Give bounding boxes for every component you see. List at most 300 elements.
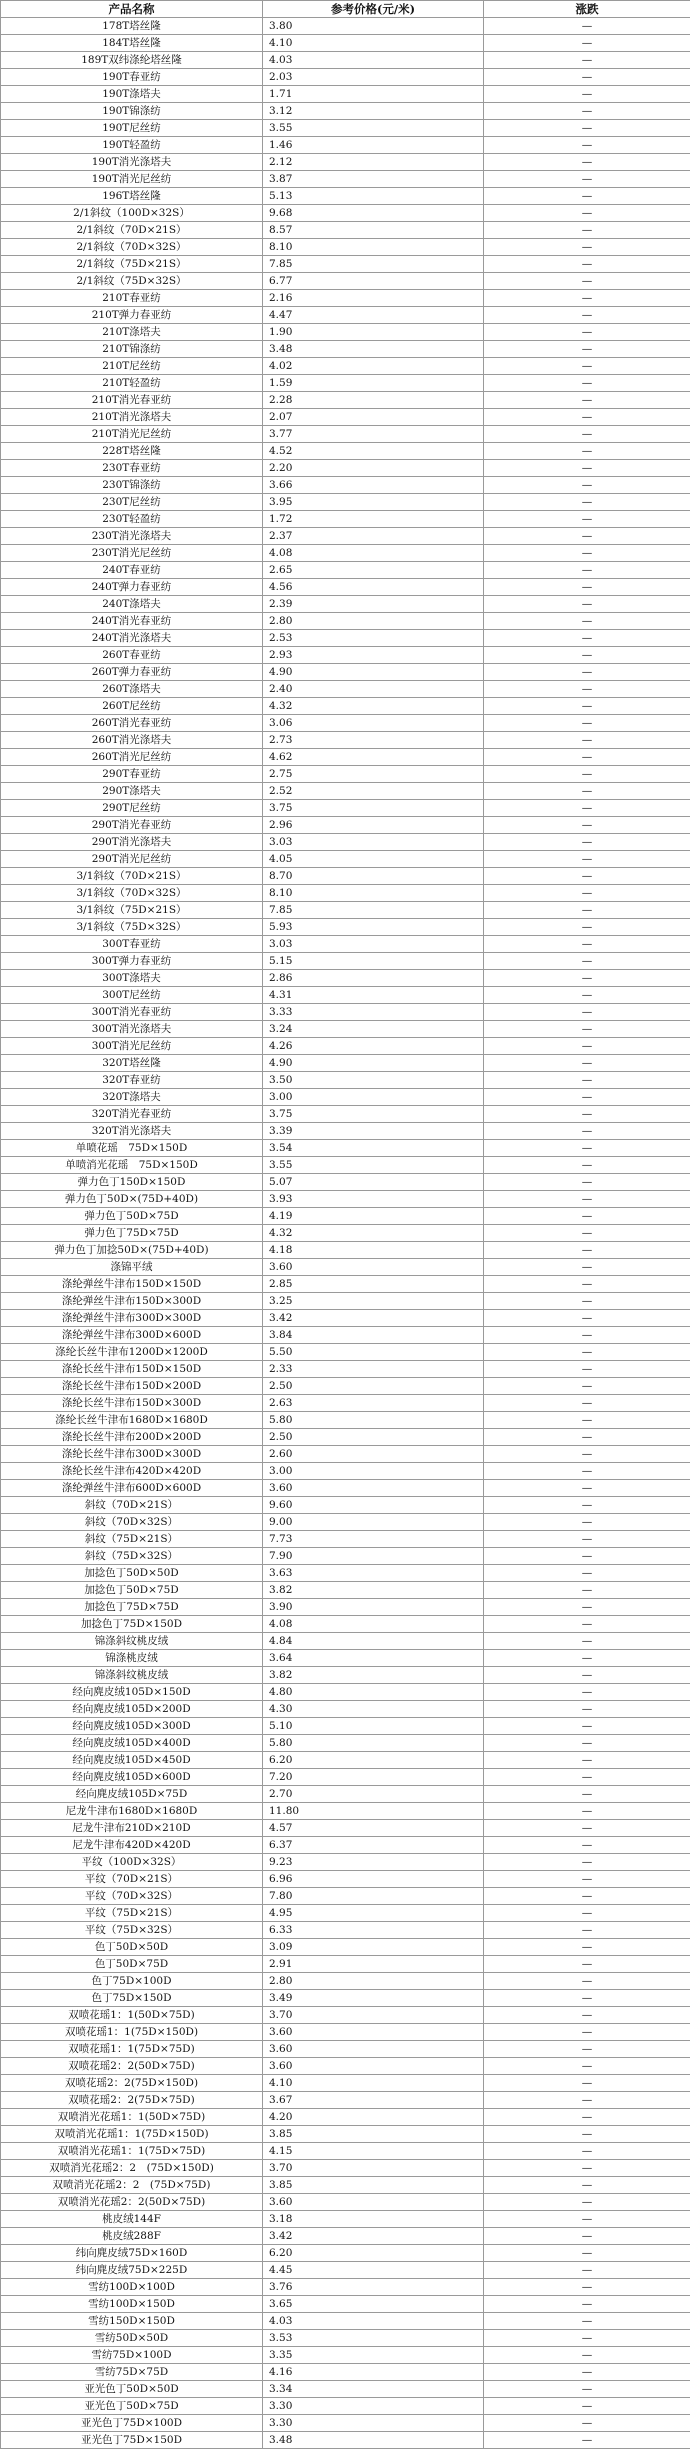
table-row bbox=[1, 2211, 690, 2228]
change-cell: — bbox=[484, 2007, 690, 2024]
product-name-cell: 300T春亚纺 bbox=[1, 936, 263, 953]
product-name-cell: 260T涤塔夫 bbox=[1, 681, 263, 698]
product-name-cell: 2/1斜纹（75D×21S） bbox=[1, 256, 263, 273]
table-row bbox=[1, 1259, 690, 1276]
price-cell: 3.33 bbox=[263, 1004, 484, 1021]
table-row bbox=[1, 1922, 690, 1939]
price-cell: 5.15 bbox=[263, 953, 484, 970]
table-row bbox=[1, 307, 690, 324]
table-row bbox=[1, 1599, 690, 1616]
change-cell: — bbox=[484, 800, 690, 817]
price-cell: 4.31 bbox=[263, 987, 484, 1004]
price-cell: 4.08 bbox=[263, 545, 484, 562]
table-row bbox=[1, 324, 690, 341]
table-row bbox=[1, 647, 690, 664]
product-name-cell: 锦涤斜纹桃皮绒 bbox=[1, 1667, 263, 1684]
table-row bbox=[1, 1055, 690, 1072]
table-row bbox=[1, 1684, 690, 1701]
table-body bbox=[1, 18, 690, 2449]
change-cell: — bbox=[484, 120, 690, 137]
table-row bbox=[1, 2024, 690, 2041]
price-cell: 3.77 bbox=[263, 426, 484, 443]
product-name-cell: 锦涤桃皮绒 bbox=[1, 1650, 263, 1667]
table-row bbox=[1, 1939, 690, 1956]
product-name-cell: 双喷花瑶2：2(50D×75D) bbox=[1, 2058, 263, 2075]
product-name-cell: 3/1斜纹（75D×21S） bbox=[1, 902, 263, 919]
change-cell: — bbox=[484, 1854, 690, 1871]
change-cell: — bbox=[484, 2160, 690, 2177]
change-cell: — bbox=[484, 154, 690, 171]
change-cell: — bbox=[484, 1174, 690, 1191]
change-cell: — bbox=[484, 69, 690, 86]
table-row bbox=[1, 120, 690, 137]
change-cell: — bbox=[484, 290, 690, 307]
table-row bbox=[1, 2160, 690, 2177]
price-cell: 2.50 bbox=[263, 1378, 484, 1395]
product-name-cell: 190T轻盈纺 bbox=[1, 137, 263, 154]
change-cell: — bbox=[484, 545, 690, 562]
price-cell: 4.30 bbox=[263, 1701, 484, 1718]
table-row bbox=[1, 2415, 690, 2432]
price-cell: 3.30 bbox=[263, 2415, 484, 2432]
table-row bbox=[1, 1123, 690, 1140]
table-row bbox=[1, 613, 690, 630]
price-cell: 1.46 bbox=[263, 137, 484, 154]
table-row bbox=[1, 1344, 690, 1361]
price-cell: 4.10 bbox=[263, 2075, 484, 2092]
product-name-cell: 双喷消光花瑶2：2 (75D×150D) bbox=[1, 2160, 263, 2177]
table-row bbox=[1, 2075, 690, 2092]
table-row bbox=[1, 919, 690, 936]
change-cell: — bbox=[484, 1089, 690, 1106]
price-cell: 3.54 bbox=[263, 1140, 484, 1157]
table-row bbox=[1, 273, 690, 290]
price-cell: 3.42 bbox=[263, 1310, 484, 1327]
change-cell: — bbox=[484, 715, 690, 732]
price-cell: 5.80 bbox=[263, 1735, 484, 1752]
change-cell: — bbox=[484, 2058, 690, 2075]
header-change: 涨跌 bbox=[484, 1, 690, 18]
change-cell: — bbox=[484, 477, 690, 494]
product-name-cell: 双喷消光花瑶1：1(75D×150D) bbox=[1, 2126, 263, 2143]
price-cell: 5.13 bbox=[263, 188, 484, 205]
price-cell: 4.10 bbox=[263, 35, 484, 52]
price-cell: 4.32 bbox=[263, 1225, 484, 1242]
table-row bbox=[1, 732, 690, 749]
price-cell: 3.34 bbox=[263, 2381, 484, 2398]
change-cell: — bbox=[484, 919, 690, 936]
change-cell: — bbox=[484, 1208, 690, 1225]
product-name-cell: 300T尼丝纺 bbox=[1, 987, 263, 1004]
table-row bbox=[1, 1021, 690, 1038]
price-cell: 3.00 bbox=[263, 1463, 484, 1480]
product-name-cell: 190T消光涤塔夫 bbox=[1, 154, 263, 171]
table-row bbox=[1, 1735, 690, 1752]
table-row bbox=[1, 52, 690, 69]
table-row bbox=[1, 2432, 690, 2449]
price-cell: 3.09 bbox=[263, 1939, 484, 1956]
price-cell: 2.85 bbox=[263, 1276, 484, 1293]
product-name-cell: 210T消光尼丝纺 bbox=[1, 426, 263, 443]
change-cell: — bbox=[484, 2296, 690, 2313]
table-row bbox=[1, 1820, 690, 1837]
price-cell: 2.65 bbox=[263, 562, 484, 579]
change-cell: — bbox=[484, 1548, 690, 1565]
table-row bbox=[1, 1701, 690, 1718]
product-name-cell: 双喷花瑶1：1(75D×150D) bbox=[1, 2024, 263, 2041]
price-cell: 4.19 bbox=[263, 1208, 484, 1225]
change-cell: — bbox=[484, 86, 690, 103]
product-name-cell: 涤纶长丝牛津布150D×150D bbox=[1, 1361, 263, 1378]
change-cell: — bbox=[484, 1055, 690, 1072]
table-row bbox=[1, 2058, 690, 2075]
price-cell: 4.15 bbox=[263, 2143, 484, 2160]
price-cell: 2.73 bbox=[263, 732, 484, 749]
table-row bbox=[1, 358, 690, 375]
price-cell: 2.12 bbox=[263, 154, 484, 171]
product-name-cell: 平纹（75D×32S） bbox=[1, 1922, 263, 1939]
change-cell: — bbox=[484, 2381, 690, 2398]
product-name-cell: 经向麂皮绒105D×400D bbox=[1, 1735, 263, 1752]
product-name-cell: 290T消光涤塔夫 bbox=[1, 834, 263, 851]
change-cell: — bbox=[484, 1769, 690, 1786]
change-cell: — bbox=[484, 596, 690, 613]
table-row bbox=[1, 1514, 690, 1531]
change-cell: — bbox=[484, 392, 690, 409]
change-cell: — bbox=[484, 1276, 690, 1293]
change-cell: — bbox=[484, 1616, 690, 1633]
table-row bbox=[1, 834, 690, 851]
product-name-cell: 加捻色丁50D×75D bbox=[1, 1582, 263, 1599]
table-row bbox=[1, 783, 690, 800]
change-cell: — bbox=[484, 1072, 690, 1089]
product-name-cell: 涤纶长丝牛津布150D×300D bbox=[1, 1395, 263, 1412]
table-row bbox=[1, 2109, 690, 2126]
product-name-cell: 230T锦涤纺 bbox=[1, 477, 263, 494]
change-cell: — bbox=[484, 409, 690, 426]
product-name-cell: 300T消光春亚纺 bbox=[1, 1004, 263, 1021]
change-cell: — bbox=[484, 1344, 690, 1361]
product-name-cell: 斜纹（70D×21S） bbox=[1, 1497, 263, 1514]
change-cell: — bbox=[484, 2347, 690, 2364]
table-row bbox=[1, 409, 690, 426]
price-cell: 7.85 bbox=[263, 902, 484, 919]
change-cell: — bbox=[484, 1310, 690, 1327]
table-row bbox=[1, 698, 690, 715]
product-name-cell: 210T尼丝纺 bbox=[1, 358, 263, 375]
change-cell: — bbox=[484, 2313, 690, 2330]
product-name-cell: 亚光色丁50D×50D bbox=[1, 2381, 263, 2398]
table-row bbox=[1, 2313, 690, 2330]
change-cell: — bbox=[484, 1293, 690, 1310]
table-row bbox=[1, 341, 690, 358]
price-cell: 4.62 bbox=[263, 749, 484, 766]
table-row bbox=[1, 511, 690, 528]
price-cell: 3.75 bbox=[263, 1106, 484, 1123]
change-cell: — bbox=[484, 426, 690, 443]
price-cell: 2.80 bbox=[263, 1973, 484, 1990]
product-name-cell: 涤纶长丝牛津布1680D×1680D bbox=[1, 1412, 263, 1429]
price-cell: 3.60 bbox=[263, 2024, 484, 2041]
price-cell: 9.68 bbox=[263, 205, 484, 222]
change-cell: — bbox=[484, 1327, 690, 1344]
change-cell: — bbox=[484, 562, 690, 579]
change-cell: — bbox=[484, 1752, 690, 1769]
change-cell: — bbox=[484, 579, 690, 596]
table-row bbox=[1, 715, 690, 732]
table-row bbox=[1, 2330, 690, 2347]
change-cell: — bbox=[484, 222, 690, 239]
product-name-cell: 锦涤斜纹桃皮绒 bbox=[1, 1633, 263, 1650]
price-cell: 2.37 bbox=[263, 528, 484, 545]
product-name-cell: 平纹（100D×32S） bbox=[1, 1854, 263, 1871]
product-name-cell: 涤纶弹丝牛津布300D×300D bbox=[1, 1310, 263, 1327]
table-row bbox=[1, 1990, 690, 2007]
change-cell: — bbox=[484, 1667, 690, 1684]
change-cell: — bbox=[484, 1939, 690, 1956]
price-cell: 3.39 bbox=[263, 1123, 484, 1140]
table-row bbox=[1, 1548, 690, 1565]
change-cell: — bbox=[484, 1106, 690, 1123]
price-cell: 8.70 bbox=[263, 868, 484, 885]
product-name-cell: 经向麂皮绒105D×75D bbox=[1, 1786, 263, 1803]
header-product-name: 产品名称 bbox=[1, 1, 263, 18]
price-cell: 3.87 bbox=[263, 171, 484, 188]
product-name-cell: 桃皮绒144F bbox=[1, 2211, 263, 2228]
table-row bbox=[1, 375, 690, 392]
product-name-cell: 190T锦涤纺 bbox=[1, 103, 263, 120]
change-cell: — bbox=[484, 1599, 690, 1616]
price-cell: 4.52 bbox=[263, 443, 484, 460]
table-row bbox=[1, 1531, 690, 1548]
table-row bbox=[1, 2262, 690, 2279]
price-cell: 3.85 bbox=[263, 2126, 484, 2143]
change-cell: — bbox=[484, 18, 690, 35]
table-row bbox=[1, 1616, 690, 1633]
table-row bbox=[1, 137, 690, 154]
table-row bbox=[1, 1327, 690, 1344]
change-cell: — bbox=[484, 2211, 690, 2228]
table-row bbox=[1, 1310, 690, 1327]
product-name-cell: 涤纶长丝牛津布420D×420D bbox=[1, 1463, 263, 1480]
product-name-cell: 290T尼丝纺 bbox=[1, 800, 263, 817]
table-row bbox=[1, 1378, 690, 1395]
table-row bbox=[1, 1752, 690, 1769]
product-name-cell: 纬向麂皮绒75D×225D bbox=[1, 2262, 263, 2279]
change-cell: — bbox=[484, 205, 690, 222]
change-cell: — bbox=[484, 2041, 690, 2058]
change-cell: — bbox=[484, 987, 690, 1004]
price-cell: 3.93 bbox=[263, 1191, 484, 1208]
change-cell: — bbox=[484, 1633, 690, 1650]
product-name-cell: 320T涤塔夫 bbox=[1, 1089, 263, 1106]
change-cell: — bbox=[484, 1225, 690, 1242]
table-row bbox=[1, 1803, 690, 1820]
price-cell: 4.05 bbox=[263, 851, 484, 868]
product-name-cell: 178T塔丝隆 bbox=[1, 18, 263, 35]
table-row bbox=[1, 1242, 690, 1259]
price-cell: 2.16 bbox=[263, 290, 484, 307]
change-cell: — bbox=[484, 1497, 690, 1514]
change-cell: — bbox=[484, 1820, 690, 1837]
product-name-cell: 240T春亚纺 bbox=[1, 562, 263, 579]
change-cell: — bbox=[484, 460, 690, 477]
table-row bbox=[1, 2381, 690, 2398]
table-row bbox=[1, 545, 690, 562]
table-row bbox=[1, 1718, 690, 1735]
change-cell: — bbox=[484, 443, 690, 460]
price-cell: 7.85 bbox=[263, 256, 484, 273]
change-cell: — bbox=[484, 1922, 690, 1939]
product-name-cell: 3/1斜纹（75D×32S） bbox=[1, 919, 263, 936]
table-row bbox=[1, 2007, 690, 2024]
change-cell: — bbox=[484, 2279, 690, 2296]
change-cell: — bbox=[484, 1956, 690, 1973]
product-name-cell: 210T弹力春亚纺 bbox=[1, 307, 263, 324]
header-reference-price: 参考价格(元/米) bbox=[263, 1, 484, 18]
product-name-cell: 涤纶弹丝牛津布300D×600D bbox=[1, 1327, 263, 1344]
product-name-cell: 210T消光春亚纺 bbox=[1, 392, 263, 409]
price-cell: 3.65 bbox=[263, 2296, 484, 2313]
change-cell: — bbox=[484, 2194, 690, 2211]
product-name-cell: 尼龙牛津布210D×210D bbox=[1, 1820, 263, 1837]
change-cell: — bbox=[484, 2109, 690, 2126]
price-cell: 9.00 bbox=[263, 1514, 484, 1531]
table-row bbox=[1, 1667, 690, 1684]
product-name-cell: 双喷花瑶1：1(75D×75D) bbox=[1, 2041, 263, 2058]
change-cell: — bbox=[484, 1463, 690, 1480]
product-name-cell: 230T尼丝纺 bbox=[1, 494, 263, 511]
price-cell: 2.91 bbox=[263, 1956, 484, 1973]
change-cell: — bbox=[484, 698, 690, 715]
change-cell: — bbox=[484, 1718, 690, 1735]
table-row bbox=[1, 596, 690, 613]
product-name-cell: 210T锦涤纺 bbox=[1, 341, 263, 358]
table-row bbox=[1, 460, 690, 477]
change-cell: — bbox=[484, 1004, 690, 1021]
price-cell: 6.77 bbox=[263, 273, 484, 290]
price-cell: 1.71 bbox=[263, 86, 484, 103]
price-cell: 4.18 bbox=[263, 1242, 484, 1259]
product-name-cell: 320T消光春亚纺 bbox=[1, 1106, 263, 1123]
product-name-cell: 3/1斜纹（70D×32S） bbox=[1, 885, 263, 902]
table-row bbox=[1, 970, 690, 987]
product-name-cell: 双喷消光花瑶1：1(75D×75D) bbox=[1, 2143, 263, 2160]
price-cell: 4.57 bbox=[263, 1820, 484, 1837]
price-cell: 2.80 bbox=[263, 613, 484, 630]
table-row bbox=[1, 18, 690, 35]
change-cell: — bbox=[484, 1803, 690, 1820]
change-cell: — bbox=[484, 2024, 690, 2041]
price-cell: 8.57 bbox=[263, 222, 484, 239]
price-cell: 3.82 bbox=[263, 1582, 484, 1599]
product-name-cell: 260T消光尼丝纺 bbox=[1, 749, 263, 766]
table-row bbox=[1, 239, 690, 256]
change-cell: — bbox=[484, 1871, 690, 1888]
change-cell: — bbox=[484, 749, 690, 766]
price-cell: 2.70 bbox=[263, 1786, 484, 1803]
price-cell: 8.10 bbox=[263, 239, 484, 256]
price-cell: 2.52 bbox=[263, 783, 484, 800]
table-row bbox=[1, 1786, 690, 1803]
product-name-cell: 260T消光涤塔夫 bbox=[1, 732, 263, 749]
price-cell: 3.18 bbox=[263, 2211, 484, 2228]
product-name-cell: 涤纶长丝牛津布150D×200D bbox=[1, 1378, 263, 1395]
change-cell: — bbox=[484, 2228, 690, 2245]
change-cell: — bbox=[484, 1429, 690, 1446]
table-row bbox=[1, 1157, 690, 1174]
price-cell: 2.60 bbox=[263, 1446, 484, 1463]
change-cell: — bbox=[484, 664, 690, 681]
change-cell: — bbox=[484, 324, 690, 341]
product-name-cell: 320T消光涤塔夫 bbox=[1, 1123, 263, 1140]
price-cell: 3.90 bbox=[263, 1599, 484, 1616]
product-name-cell: 210T轻盈纺 bbox=[1, 375, 263, 392]
product-name-cell: 雪纺50D×50D bbox=[1, 2330, 263, 2347]
change-cell: — bbox=[484, 732, 690, 749]
table-row bbox=[1, 1293, 690, 1310]
change-cell: — bbox=[484, 2177, 690, 2194]
product-name-cell: 190T春亚纺 bbox=[1, 69, 263, 86]
product-name-cell: 尼龙牛津布420D×420D bbox=[1, 1837, 263, 1854]
product-name-cell: 190T消光尼丝纺 bbox=[1, 171, 263, 188]
change-cell: — bbox=[484, 953, 690, 970]
table-row bbox=[1, 69, 690, 86]
product-name-cell: 240T弹力春亚纺 bbox=[1, 579, 263, 596]
price-cell: 3.03 bbox=[263, 936, 484, 953]
price-cell: 3.42 bbox=[263, 2228, 484, 2245]
product-name-cell: 300T消光涤塔夫 bbox=[1, 1021, 263, 1038]
table-row bbox=[1, 1497, 690, 1514]
product-name-cell: 涤纶长丝牛津布1200D×1200D bbox=[1, 1344, 263, 1361]
price-cell: 5.07 bbox=[263, 1174, 484, 1191]
price-cell: 3.64 bbox=[263, 1650, 484, 1667]
price-cell: 3.70 bbox=[263, 2007, 484, 2024]
product-name-cell: 189T双纬涤纶塔丝隆 bbox=[1, 52, 263, 69]
table-row bbox=[1, 1837, 690, 1854]
product-name-cell: 斜纹（70D×32S） bbox=[1, 1514, 263, 1531]
product-name-cell: 290T涤塔夫 bbox=[1, 783, 263, 800]
price-cell: 3.82 bbox=[263, 1667, 484, 1684]
price-cell: 11.80 bbox=[263, 1803, 484, 1820]
table-row bbox=[1, 256, 690, 273]
product-name-cell: 斜纹（75D×32S） bbox=[1, 1548, 263, 1565]
table-row bbox=[1, 817, 690, 834]
table-row bbox=[1, 154, 690, 171]
change-cell: — bbox=[484, 1786, 690, 1803]
product-name-cell: 240T涤塔夫 bbox=[1, 596, 263, 613]
price-cell: 2.63 bbox=[263, 1395, 484, 1412]
price-cell: 2.93 bbox=[263, 647, 484, 664]
table-row bbox=[1, 494, 690, 511]
table-row bbox=[1, 205, 690, 222]
product-name-cell: 雪纺150D×150D bbox=[1, 2313, 263, 2330]
change-cell: — bbox=[484, 1650, 690, 1667]
price-cell: 1.90 bbox=[263, 324, 484, 341]
product-name-cell: 亚光色丁75D×100D bbox=[1, 2415, 263, 2432]
price-cell: 4.08 bbox=[263, 1616, 484, 1633]
table-row bbox=[1, 1395, 690, 1412]
change-cell: — bbox=[484, 1990, 690, 2007]
table-row bbox=[1, 2194, 690, 2211]
price-cell: 2.96 bbox=[263, 817, 484, 834]
change-cell: — bbox=[484, 1684, 690, 1701]
product-name-cell: 色丁75D×100D bbox=[1, 1973, 263, 1990]
change-cell: — bbox=[484, 1973, 690, 1990]
product-name-cell: 2/1斜纹（70D×32S） bbox=[1, 239, 263, 256]
table-row bbox=[1, 171, 690, 188]
change-cell: — bbox=[484, 307, 690, 324]
